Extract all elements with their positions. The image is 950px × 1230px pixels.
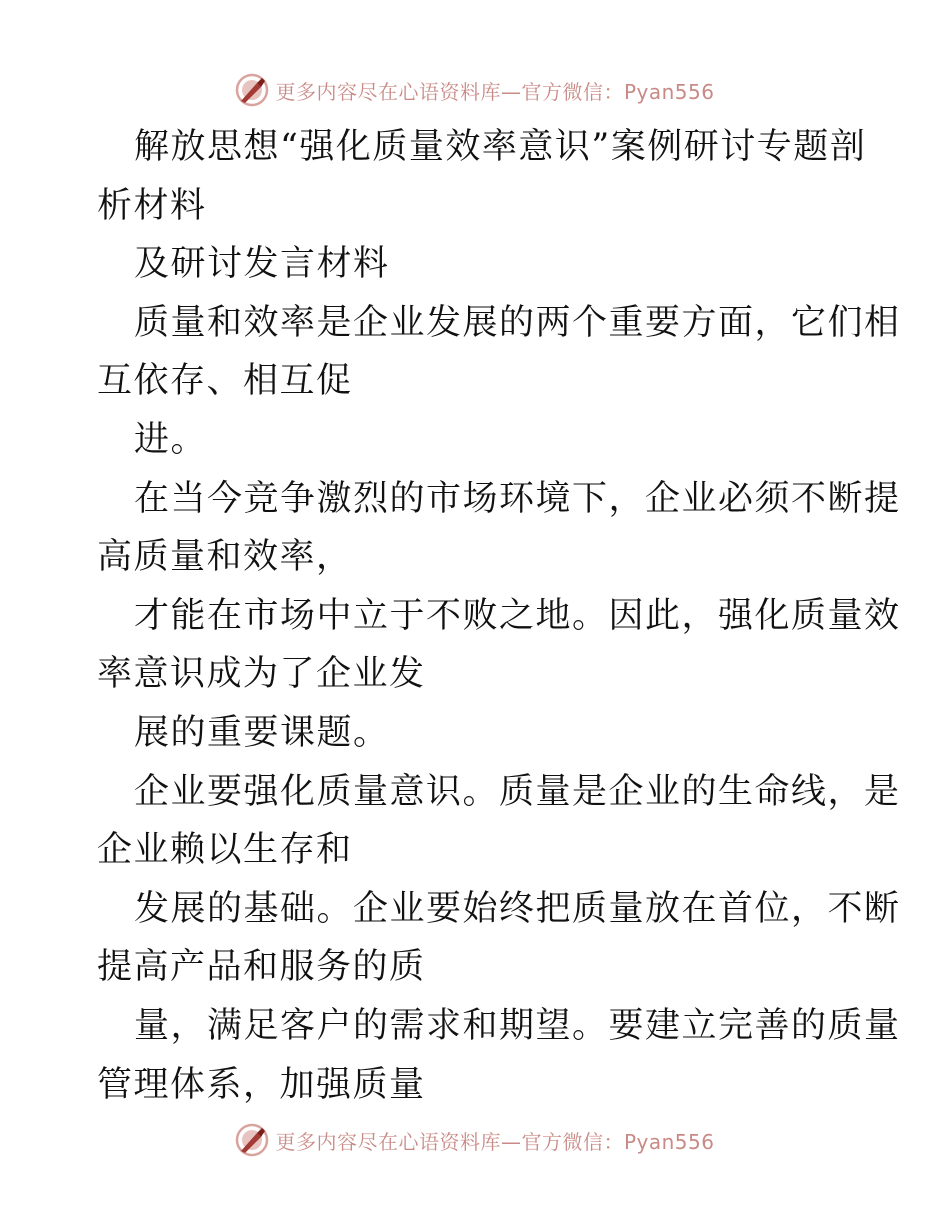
text-line: 析材料 [97, 185, 207, 226]
footer-watermark [0, 1120, 950, 1160]
pen-logo-icon [235, 1123, 269, 1157]
text-line: 进。 [134, 419, 208, 460]
watermark-text: 更多内容尽在心语资料库—官方微信：Pyan556 [275, 1129, 715, 1154]
text-line: 量，满足客户的需求和期望。要建立完善的质量 [134, 1005, 901, 1046]
text-line: 才能在市场中立于不败之地。因此，强化质量效 [134, 595, 901, 636]
text-line: 及研讨发言材料 [134, 244, 390, 285]
document-body [97, 118, 901, 1114]
text-line: 展的重要课题。 [134, 712, 390, 753]
text-line: 质量和效率是企业发展的两个重要方面，它们相 [134, 302, 901, 343]
text-line: 率意识成为了企业发 [97, 654, 426, 695]
header-watermark [0, 70, 950, 110]
text-line: 企业要强化质量意识。质量是企业的生命线，是 [134, 771, 901, 812]
text-line: 互依存、相互促 [97, 361, 353, 402]
text-line: 管理体系，加强质量 [97, 1064, 426, 1105]
watermark-text: 更多内容尽在心语资料库—官方微信：Pyan556 [275, 79, 715, 104]
text-line: 提高产品和服务的质 [97, 947, 426, 988]
text-line: 高质量和效率， [97, 537, 353, 578]
text-line: 解放思想“强化质量效率意识”案例研讨专题剖 [134, 127, 867, 167]
text-line: 企业赖以生存和 [97, 830, 353, 871]
text-line: 发展的基础。企业要始终把质量放在首位，不断 [134, 888, 901, 929]
pen-logo-icon [235, 73, 269, 107]
text-line: 在当今竞争激烈的市场环境下，企业必须不断提 [134, 478, 901, 519]
